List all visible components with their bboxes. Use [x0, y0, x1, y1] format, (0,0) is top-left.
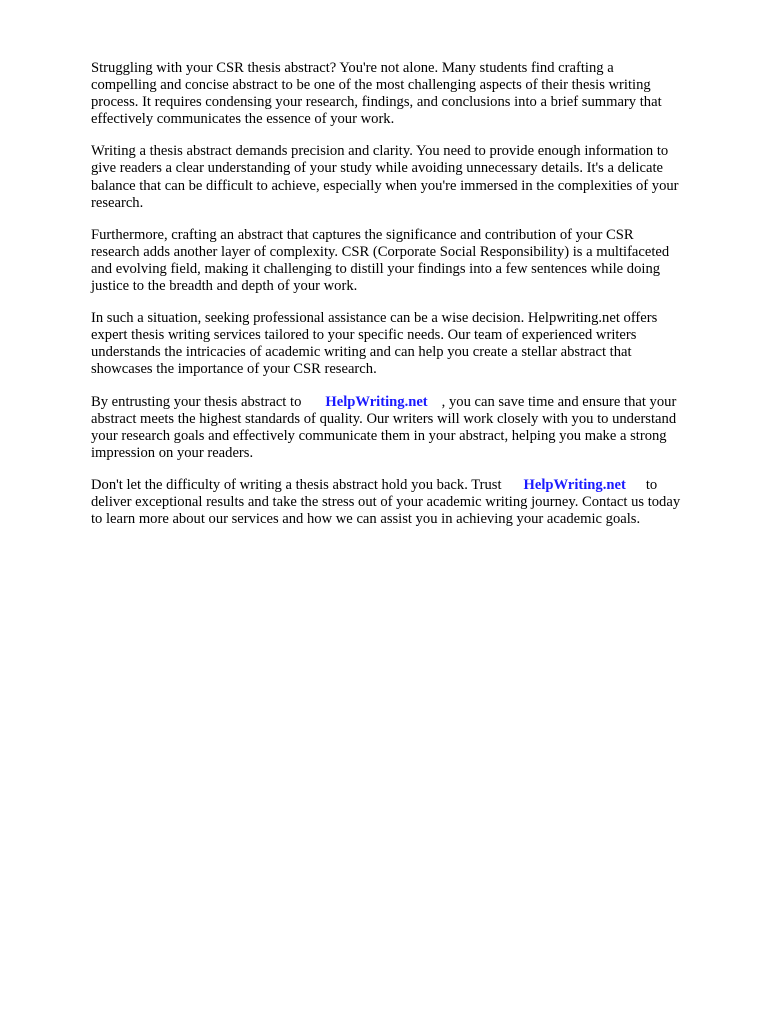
- paragraph-complexity: [91, 227, 723, 295]
- text-line: research adds another layer of complexity. CSR (Corporate Social Responsibility) is a multifaceted: [91, 243, 670, 260]
- text-line: give readers a clear understanding of your study while avoiding unnecessary details. It's a delicate: [91, 160, 663, 177]
- text-line: justice to the breadth and depth of your work.: [91, 278, 358, 295]
- text-segment: , you can save time and ensure that your: [441, 393, 677, 410]
- paragraph-call-to-action: [91, 477, 723, 528]
- helpwriting-link[interactable]: HelpWriting.net: [523, 476, 626, 493]
- text-line: balance that can be difficult to achieve, especially when you're immersed in the complexities of your: [91, 177, 679, 194]
- text-line: deliver exceptional results and take the stress out of your academic writing journey. Contact us today: [91, 493, 681, 510]
- paragraph-intro: [91, 60, 723, 128]
- text-line: [91, 394, 723, 411]
- paragraph-assistance: [91, 310, 723, 378]
- text-segment: By entrusting your thesis abstract to: [91, 393, 302, 410]
- paragraph-precision: [91, 143, 723, 211]
- text-line: Furthermore, crafting an abstract that captures the significance and contribution of your CSR: [91, 226, 634, 243]
- text-line: to learn more about our services and how we can assist you in achieving your academic goals.: [91, 511, 641, 528]
- paragraph-entrusting: [91, 394, 723, 462]
- text-line: In such a situation, seeking professional assistance can be a wise decision. Helpwriting.net offers: [91, 310, 658, 327]
- text-segment: Don't let the difficulty of writing a thesis abstract hold you back. Trust: [91, 476, 502, 493]
- text-line: and evolving field, making it challenging to distill your findings into a few sentences while doing: [91, 260, 661, 277]
- text-line: expert thesis writing services tailored to your specific needs. Our team of experienced writers: [91, 327, 637, 344]
- text-line: showcases the importance of your CSR research.: [91, 361, 377, 378]
- text-segment: to: [645, 476, 658, 493]
- text-line: Writing a thesis abstract demands precision and clarity. You need to provide enough information to: [91, 143, 669, 160]
- helpwriting-link[interactable]: HelpWriting.net: [325, 393, 428, 410]
- text-line: research.: [91, 194, 144, 211]
- text-line: impression on your readers.: [91, 444, 254, 461]
- document-body: [91, 60, 723, 543]
- text-line: Struggling with your CSR thesis abstract? You're not alone. Many students find crafting a: [91, 60, 614, 76]
- text-line: process. It requires condensing your research, findings, and conclusions into a brief summary that: [91, 94, 662, 111]
- text-line: effectively communicates the essence of your work.: [91, 111, 395, 128]
- text-line: your research goals and effectively communicate them in your abstract, helping you make a strong: [91, 427, 667, 444]
- text-line: understands the intricacies of academic writing and can help you create a stellar abstract that: [91, 344, 632, 361]
- text-line: [91, 477, 723, 494]
- text-line: abstract meets the highest standards of quality. Our writers will work closely with you to understand: [91, 410, 677, 427]
- text-line: compelling and concise abstract to be one of the most challenging aspects of their thesis writing: [91, 77, 651, 94]
